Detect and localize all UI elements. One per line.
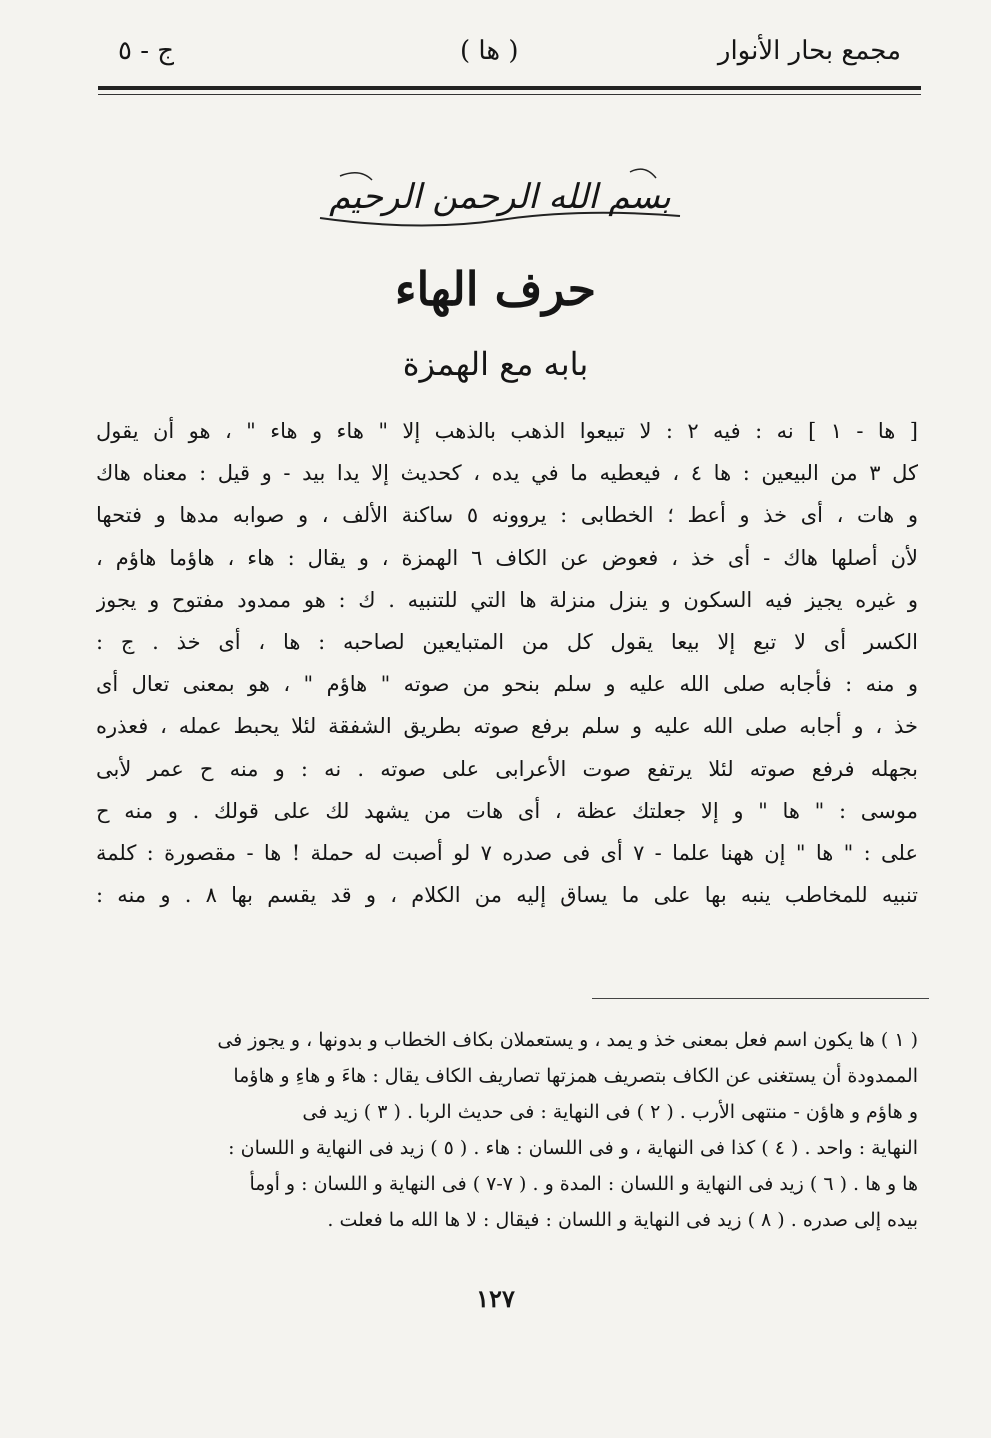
book-title: مجمع بحار الأنوار [717, 36, 901, 66]
body-line: الكسر أى لا تبع إلا بيعا يقول كل من المتبايعين لصاحبه : ها ، أى خذ . ج : [96, 629, 918, 654]
volume-label: ج - ٥ [118, 36, 175, 66]
footnote-line: الممدودة أن يستغنى عن الكاف بتصريف همزتها تصاريف الكاف يقال : هاءَ و هاءِ و هاؤما [233, 1065, 918, 1087]
body-text [96, 410, 918, 916]
footnote-line: ها و ها . ( ٦ ) زيد فى النهاية و اللسان : المدة و . ( ٧-٧ ) فى النهاية و اللسان : و أومأ [249, 1173, 918, 1195]
basmala-text: بسم الله الرحمن الرحيم [329, 177, 671, 217]
running-header [100, 30, 901, 80]
footnote-line: بيده إلى صدره . ( ٨ ) زيد فى النهاية و اللسان : فيقال : لا ها الله ما فعلت . [327, 1209, 918, 1231]
header-rule-thick [98, 86, 921, 90]
footnotes [96, 1022, 918, 1238]
body-line: تنبيه للمخاطب ينبه بها على ما يساق إليه من الكلام ، و قد يقسم بها ٨ . و منه : [96, 883, 918, 908]
body-line: [ ها - ١ ] نه : فيه ٢ : لا تبيعوا الذهب بالذهب إلا " هاء و هاء " ، هو أن يقول [96, 419, 918, 443]
page-number: ١٢٧ [476, 1284, 515, 1313]
header-rule-thin [98, 94, 921, 95]
basmala-calligraphy [300, 158, 700, 236]
body-line: و منه : فأجابه صلى الله عليه و سلم بنحو من صوته " هاؤم " ، هو بمعنى تعال أى [96, 672, 918, 697]
body-line: كل ٣ من البيعين : ها ٤ ، فيعطيه ما في يده ، كحديث إلا يدا بيد - و قيل : معناه هاك [96, 461, 918, 486]
body-line: موسى : " ها " و إلا جعلتك عظة ، أى هات من يشهد لك على قولك . و منه ح [96, 798, 918, 823]
body-line: و غيره يجيز فيه السكون و ينزل منزلة ها التي للتنبيه . ك : هو ممدود مفتوح و يجوز [96, 587, 918, 612]
footnote-separator [592, 998, 929, 999]
chapter-subheading: بابه مع الهمزة [402, 345, 589, 383]
footnote-line: ( ١ ) ها يكون اسم فعل بمعنى خذ و يمد ، و يستعملان بكاف الخطاب و بدونها ، و يجوز فى [217, 1029, 918, 1051]
body-line: بجهله فرفع صوته لئلا يرتفع صوت الأعرابى على صوته . نه : و منه ح عمر لأبى [96, 756, 918, 781]
footnote-line: النهاية : واحد . ( ٤ ) كذا فى النهاية ، و فى اللسان : هاء . ( ٥ ) زيد فى النهاية و اللسان : [228, 1137, 918, 1159]
body-line: على : " ها " إن ههنا علما - ٧ أى فى صدره ٧ لو أصبت له حملة ! ها - مقصورة : كلمة [96, 840, 918, 865]
chapter-heading: حرف الهاء [394, 262, 597, 316]
section-label: ( ها ) [460, 36, 519, 66]
body-line: خذ ، و أجابه صلى الله عليه و سلم برفع صوته بطريق الشفقة لئلا يحبط عمله ، فعذره [96, 714, 918, 739]
body-line: و هات ، أى خذ و أعط ؛ الخطابى : يروونه ٥ ساكنة الألف ، و صوابه مدها و فتحها [96, 503, 918, 528]
body-line: لأن أصلها هاك - أى خذ ، فعوض عن الكاف ٦ الهمزة ، و يقال : هاء ، هاؤما هاؤم ، [96, 545, 918, 570]
footnote-line: و هاؤم و هاؤن - منتهى الأرب . ( ٢ ) فى النهاية : فى حديث الربا . ( ٣ ) زيد فى [302, 1101, 918, 1123]
